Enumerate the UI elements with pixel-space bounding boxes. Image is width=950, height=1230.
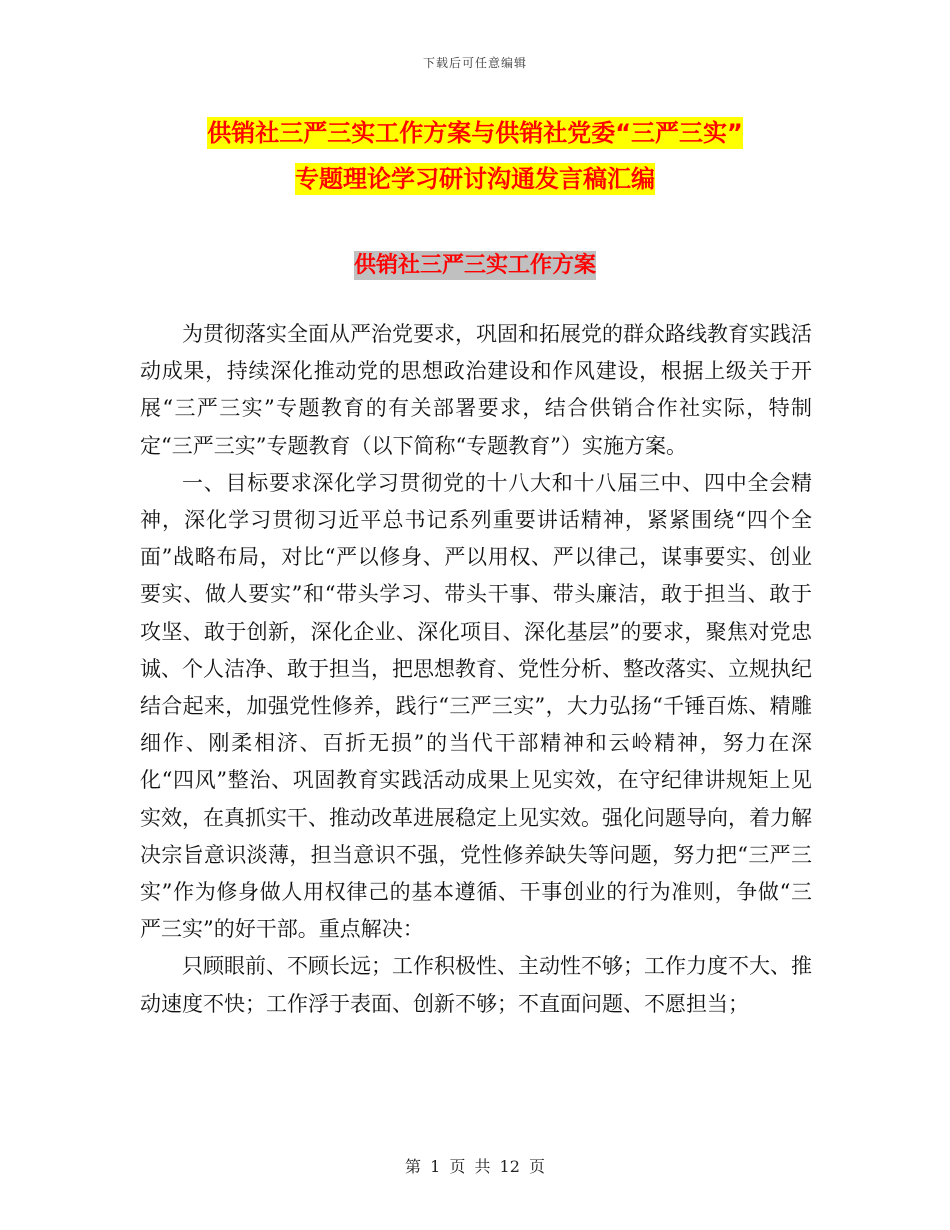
document-body — [140, 316, 812, 1023]
body-paragraph-intro: 为贯彻落实全面从严治党要求，巩固和拓展党的群众路线教育实践活动成果，持续深化推动党的思想政治建设和作风建设，根据上级关于开展“三严三实”专题教育的有关部署要求，结合供销合作社实际，特制定“三严三实”专题教育（以下简称“专题教育”）实施方案。 — [140, 322, 812, 458]
body-paragraph-goals: 一、目标要求深化学习贯彻党的十八大和十八届三中、四中全会精神，深化学习贯彻习近平总书记系列重要讲话精神，紧紧围绕“四个全面”战略布局，对比“严以修身、严以用权、严以律己，谋事要实、创业要实、做人要实”和“带头学习、带头干事、带头廉洁，敢于担当、敢于攻坚、敢于创新，深化企业、深化项目、深化基层”的要求，聚焦对党忠诚、个人洁净、敢于担当，把思想教育、党性分析、整改落实、立规执纪结合起来，加强党性修养，践行“三严三实”，大力弘扬“千锤百炼、精雕细作、刚柔相济、百折无损”的当代干部精神和云岭精神，努力在深化“四风”整治、巩固教育实践活动成果上见实效，在守纪律讲规矩上见实效，在真抓实干、推动改革进展稳定上见实效。强化问题导向，着力解决宗旨意识淡薄，担当意识不强，党性修养缺失等问题，努力把“三严三实”作为修身做人用权律己的基本遵循、干事创业的行为准则，争做“三严三实”的好干部。重点解决： — [140, 470, 812, 942]
document-title-line-2-text: 专题理论学习研讨沟通发言稿汇编 — [295, 165, 655, 193]
body-paragraph-issues: 只顾眼前、不顾长远；工作积极性、主动性不够；工作力度不大、推动速度不快；工作浮于表面、创新不够；不直面问题、不愿担当； — [140, 954, 812, 1016]
section-title — [0, 248, 950, 279]
document-title-line-1-text: 供销社三严三实工作方案与供销社党委“三严三实” — [207, 119, 743, 147]
document-title-line-1 — [0, 113, 950, 148]
page-number-footer: 第 1 页 共 12 页 — [405, 1157, 545, 1176]
page-header-note: 下载后可任意编辑 — [422, 56, 527, 70]
section-title-text: 供销社三严三实工作方案 — [353, 253, 596, 278]
document-title-line-2 — [0, 159, 950, 194]
